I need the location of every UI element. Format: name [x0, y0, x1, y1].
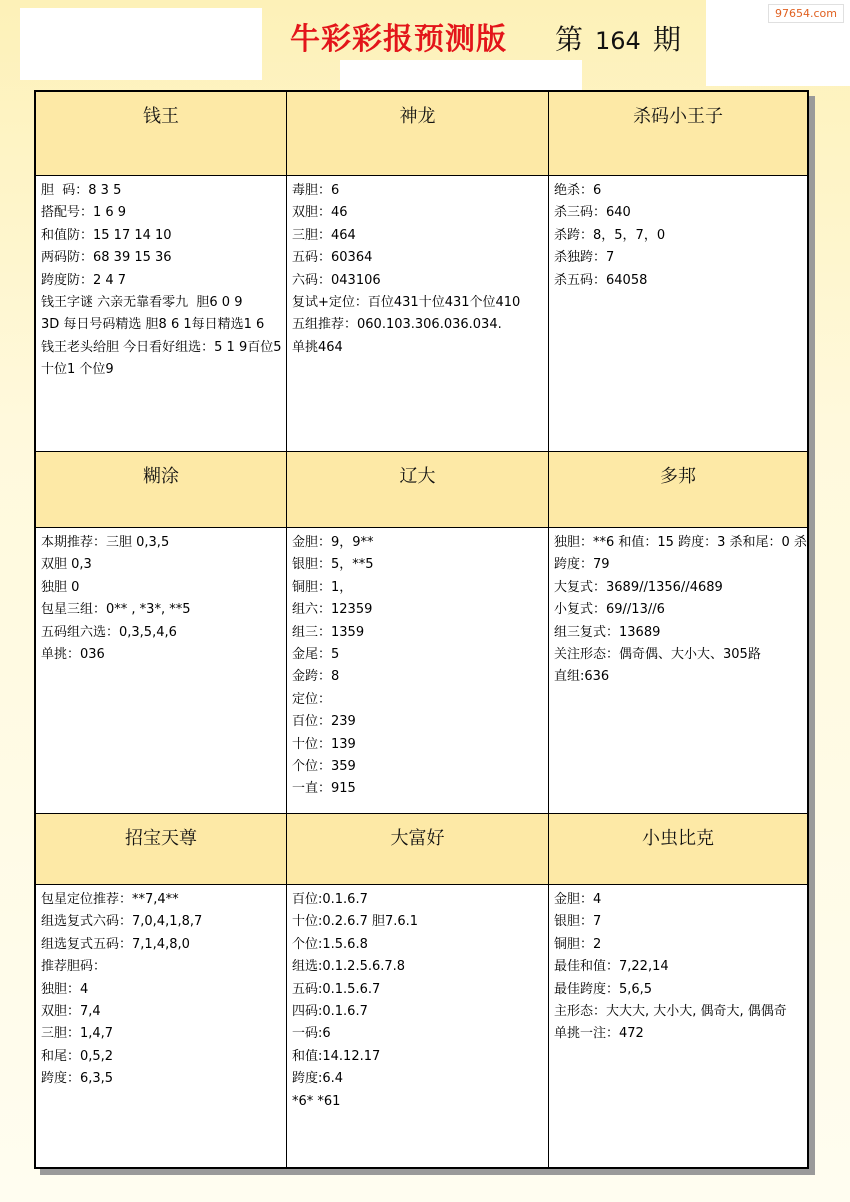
prediction-line: 个位：359: [292, 759, 356, 775]
issue-prefix: 第: [555, 23, 584, 56]
prediction-line: 独胆 0: [41, 579, 80, 595]
expert-name: 小虫比克: [549, 814, 807, 885]
prediction-line: 金跨：8: [292, 669, 340, 685]
prediction-line: 独胆：4: [41, 981, 89, 997]
page-title: 牛彩彩报预测版: [290, 22, 507, 57]
prediction-line: 五码:0.1.5.6.7: [292, 981, 381, 997]
expert-name: 糊涂: [36, 452, 286, 528]
prediction-content: [36, 528, 286, 814]
prediction-line: 一码:6: [292, 1026, 331, 1042]
prediction-line: 银胆：7: [554, 914, 602, 930]
prediction-line: 定位：: [292, 691, 332, 707]
prediction-line: 个位:1.5.6.8: [292, 936, 368, 952]
prediction-line: 推荐胆码：: [41, 959, 107, 975]
prediction-line: 包星三组：0** , *3*, **5: [41, 602, 191, 618]
prediction-line: 两码防：68 39 15 36: [41, 250, 172, 266]
prediction-line: 组三复式：13689: [554, 624, 661, 640]
prediction-line: 跨度防：2 4 7: [41, 272, 127, 288]
prediction-line: 四码:0.1.6.7: [292, 1004, 368, 1020]
expert-cell: [549, 92, 807, 452]
prediction-line: 3D 每日号码精选 胆8 6 1每日精选1 6: [41, 317, 265, 333]
prediction-line: 钱王老头给胆 今日看好组选：5 1 9百位5 十位1 个位9: [41, 339, 286, 378]
expert-cell: [549, 452, 807, 814]
prediction-line: 杀独跨：7: [554, 250, 615, 266]
expert-cell: [36, 452, 287, 814]
prediction-content: [549, 176, 807, 452]
grid-row-1: [36, 92, 807, 452]
prediction-line: 十位：139: [292, 736, 356, 752]
prediction-line: 主形态：大大大, 大小大, 偶奇大, 偶偶奇: [554, 1004, 787, 1020]
prediction-content: [36, 176, 286, 452]
prediction-line: 五码组六选：0,3,5,4,6: [41, 624, 177, 640]
prediction-line: 独胆：**6 和值：15 跨度：3 杀和尾：0 杀跨度：79: [554, 535, 807, 573]
prediction-line: 单挑一注：472: [554, 1026, 644, 1042]
prediction-line: 最佳和值：7,22,14: [554, 959, 669, 975]
prediction-line: 金胆：9，9**: [292, 535, 374, 550]
prediction-line: 胆 码：8 3 5: [41, 183, 122, 198]
prediction-line: 五组推荐：060.103.306.036.034.: [292, 317, 502, 333]
issue-suffix: 期: [652, 23, 681, 56]
expert-cell: [36, 814, 287, 1167]
prediction-line: 十位:0.2.6.7 胆7.6.1: [292, 914, 419, 930]
prediction-line: 组选复式六码：7,0,4,1,8,7: [41, 914, 203, 930]
prediction-content: [287, 176, 548, 452]
prediction-line: 组选复式五码：7,1,4,8,0: [41, 936, 190, 952]
prediction-line: 组三：1359: [292, 624, 365, 640]
watermark-link[interactable]: 97654.com: [768, 4, 844, 23]
expert-name: 大富好: [287, 814, 548, 885]
prediction-content: [36, 885, 286, 1167]
prediction-line: 本期推荐：三胆 0,3,5: [41, 535, 170, 550]
issue-number: 164: [595, 27, 641, 55]
prediction-line: 一直：915: [292, 781, 356, 797]
prediction-line: 金胆：4: [554, 892, 602, 907]
prediction-line: 小复式：69//13//6: [554, 602, 665, 618]
issue-label: [555, 18, 681, 58]
prediction-line: 复试+定位：百位431十位431个位410: [292, 295, 521, 311]
prediction-line: 跨度：6,3,5: [41, 1071, 114, 1087]
prediction-line: 百位：239: [292, 714, 356, 730]
prediction-line: 杀五码：64058: [554, 272, 648, 288]
prediction-line: 和尾：0,5,2: [41, 1048, 114, 1064]
prediction-content: [287, 528, 548, 814]
expert-cell: [36, 92, 287, 452]
prediction-line: 毒胆：6: [292, 183, 340, 198]
expert-name: 神龙: [287, 92, 548, 176]
prediction-line: 五码：60364: [292, 250, 373, 266]
prediction-line: 跨度:6.4: [292, 1071, 344, 1087]
prediction-line: 单挑：036: [41, 647, 105, 663]
prediction-line: 百位:0.1.6.7: [292, 892, 368, 907]
prediction-line: 和值:14.12.17: [292, 1048, 381, 1064]
prediction-line: 大复式：3689//1356//4689: [554, 579, 723, 595]
prediction-line: 铜胆：2: [554, 936, 602, 952]
prediction-line: 钱王字谜 六亲无靠看零九 胆6 0 9: [41, 295, 243, 311]
expert-cell: [287, 92, 549, 452]
prediction-line: 最佳跨度：5,6,5: [554, 981, 653, 997]
prediction-line: 双胆：7,4: [41, 1004, 101, 1020]
prediction-line: 金尾：5: [292, 647, 340, 663]
prediction-line: 六码：043106: [292, 272, 381, 288]
expert-name: 招宝天尊: [36, 814, 286, 885]
prediction-content: [287, 885, 548, 1167]
prediction-line: 组选:0.1.2.5.6.7.8: [292, 959, 406, 975]
prediction-line: 包星定位推荐：**7,4**: [41, 892, 179, 907]
prediction-line: 银胆：5，**5: [292, 557, 374, 573]
blank-area-center: [340, 60, 582, 92]
expert-name: 钱王: [36, 92, 286, 176]
prediction-line: *6* *61: [292, 1093, 341, 1109]
expert-name: 杀码小王子: [549, 92, 807, 176]
prediction-grid: [34, 90, 809, 1169]
prediction-line: 三胆：464: [292, 227, 356, 243]
prediction-content: [549, 885, 807, 1167]
prediction-line: 搭配号：1 6 9: [41, 205, 127, 221]
prediction-line: 双胆：46: [292, 205, 348, 221]
prediction-line: 杀跨：8，5，7，0: [554, 227, 666, 243]
blank-area-left: [20, 8, 262, 80]
prediction-line: 组六：12359: [292, 602, 373, 618]
expert-cell: [287, 814, 549, 1167]
expert-cell: [287, 452, 549, 814]
grid-row-3: [36, 814, 807, 1167]
prediction-line: 关注形态：偶奇偶、大小大、305路: [554, 647, 761, 663]
expert-name: 辽大: [287, 452, 548, 528]
grid-row-2: [36, 452, 807, 814]
prediction-line: 单挑464: [292, 339, 343, 355]
prediction-line: 三胆：1,4,7: [41, 1026, 114, 1042]
expert-cell: [549, 814, 807, 1167]
prediction-line: 和值防：15 17 14 10: [41, 227, 172, 243]
prediction-line: 铜胆：1，: [292, 579, 353, 595]
prediction-line: 绝杀：6: [554, 183, 602, 198]
expert-name: 多邦: [549, 452, 807, 528]
prediction-line: 杀三码：640: [554, 205, 631, 221]
prediction-content: [549, 528, 807, 814]
prediction-line: 双胆 0,3: [41, 557, 92, 573]
prediction-line: 直组:636: [554, 669, 610, 685]
